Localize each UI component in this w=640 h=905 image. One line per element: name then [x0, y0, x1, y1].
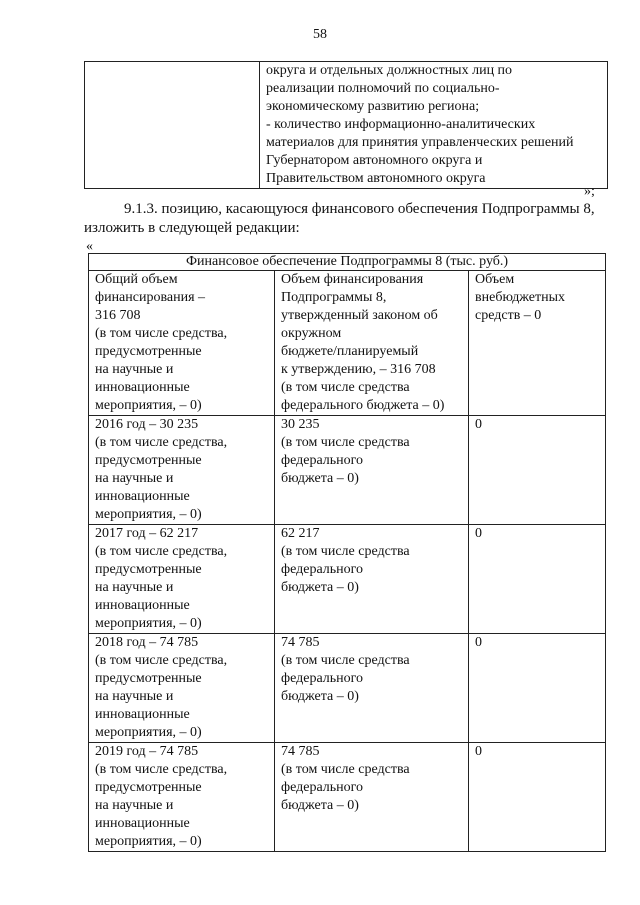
- table-cell: [89, 634, 275, 743]
- cell-line: предусмотренные: [95, 344, 202, 359]
- indicator-line: экономическому развитию региона;: [266, 99, 480, 114]
- indicator-line: реализации полномочий по социально-: [266, 81, 500, 96]
- indicator-line: округа и отдельных должностных лиц по: [266, 63, 513, 78]
- cell-line: Объем: [475, 272, 515, 287]
- cell-line: 0: [475, 635, 482, 650]
- table-cell: [469, 634, 606, 743]
- cell-line: мероприятия, – 0): [95, 507, 202, 522]
- paragraph-line: 9.1.3. позицию, касающуюся финансового обеспечения Подпрограммы 8,: [124, 201, 595, 217]
- table-cell: [469, 271, 606, 416]
- cell-line: мероприятия, – 0): [95, 725, 202, 740]
- cell-line: инновационные: [95, 707, 190, 722]
- cell-line: Общий объем: [95, 272, 178, 287]
- cell-line: федерального: [281, 671, 364, 686]
- table-row: [89, 634, 606, 743]
- table-cell: [469, 416, 606, 525]
- cell-line: 2017 год – 62 217: [95, 526, 199, 541]
- cell-line: на научные и: [95, 471, 174, 486]
- cell-line: мероприятия, – 0): [95, 834, 202, 849]
- continuation-table: [84, 61, 608, 189]
- cell-line: бюджета – 0): [281, 689, 359, 704]
- cell-line: федерального: [281, 780, 364, 795]
- indicator-line: - количество информационно-аналитических: [266, 117, 536, 132]
- table-row: [89, 416, 606, 525]
- finance-table: [88, 253, 606, 852]
- cell-line: 0: [475, 744, 482, 759]
- table-cell: [89, 525, 275, 634]
- cell-line: (в том числе средства: [281, 380, 410, 395]
- cell-line: бюджета – 0): [281, 471, 359, 486]
- cell-line: (в том числе средства: [281, 544, 410, 559]
- cell-line: к утверждению, – 316 708: [281, 362, 436, 377]
- cell-line: предусмотренные: [95, 671, 202, 686]
- cell-line: утвержденный законом об: [281, 308, 438, 323]
- table-row: [89, 743, 606, 852]
- cell-line: 62 217: [281, 526, 320, 541]
- cell-line: 2018 год – 74 785: [95, 635, 199, 650]
- cell-line: (в том числе средства: [281, 762, 410, 777]
- table-cell: [469, 525, 606, 634]
- table-cell-empty: [85, 62, 260, 189]
- cell-line: мероприятия, – 0): [95, 616, 202, 631]
- cell-line: 0: [475, 526, 482, 541]
- cell-line: средств – 0: [475, 308, 542, 323]
- cell-line: бюджета – 0): [281, 580, 359, 595]
- cell-line: на научные и: [95, 580, 174, 595]
- cell-line: бюджета – 0): [281, 798, 359, 813]
- cell-line: предусмотренные: [95, 453, 202, 468]
- table-cell: [89, 271, 275, 416]
- cell-line: финансирования –: [95, 290, 206, 305]
- cell-line: на научные и: [95, 798, 174, 813]
- table-cell: [275, 416, 469, 525]
- cell-line: инновационные: [95, 816, 190, 831]
- cell-line: Подпрограммы 8,: [281, 290, 387, 305]
- cell-line: инновационные: [95, 598, 190, 613]
- cell-line: внебюджетных: [475, 290, 566, 305]
- cell-line: инновационные: [95, 380, 190, 395]
- cell-line: 2016 год – 30 235: [95, 417, 199, 432]
- table-cell: [275, 743, 469, 852]
- table-cell: [89, 416, 275, 525]
- cell-line: 30 235: [281, 417, 320, 432]
- cell-line: 0: [475, 417, 482, 432]
- cell-line: федерального бюджета – 0): [281, 398, 445, 413]
- cell-line: 316 708: [95, 308, 141, 323]
- table-cell: [89, 743, 275, 852]
- opening-quote: «: [86, 239, 93, 254]
- table-cell: [275, 271, 469, 416]
- cell-line: 2019 год – 74 785: [95, 744, 199, 759]
- cell-line: предусмотренные: [95, 780, 202, 795]
- cell-line: на научные и: [95, 689, 174, 704]
- cell-line: окружном: [281, 326, 342, 341]
- indicator-line: Правительством автономного округа: [266, 171, 486, 186]
- indicator-line: материалов для принятия управленческих решений: [266, 135, 574, 150]
- cell-line: (в том числе средства,: [95, 762, 228, 777]
- page-number: 58: [313, 27, 327, 42]
- amendment-paragraph: [84, 200, 612, 238]
- closing-quote: »;: [584, 184, 595, 199]
- cell-line: на научные и: [95, 362, 174, 377]
- cell-line: 74 785: [281, 744, 320, 759]
- cell-line: федерального: [281, 562, 364, 577]
- table-cell: [275, 634, 469, 743]
- cell-line: бюджете/планируемый: [281, 344, 419, 359]
- cell-line: федерального: [281, 453, 364, 468]
- table-row: [85, 62, 608, 189]
- cell-line: (в том числе средства,: [95, 544, 228, 559]
- table-cell-indicators: [260, 62, 608, 189]
- table-cell: [469, 743, 606, 852]
- cell-line: мероприятия, – 0): [95, 398, 202, 413]
- indicator-line: Губернатором автономного округа и: [266, 153, 483, 168]
- table-row: [89, 271, 606, 416]
- cell-line: инновационные: [95, 489, 190, 504]
- cell-line: (в том числе средства: [281, 435, 410, 450]
- cell-line: (в том числе средства: [281, 653, 410, 668]
- paragraph-line: изложить в следующей редакции:: [84, 220, 300, 236]
- cell-line: 74 785: [281, 635, 320, 650]
- table-row: [89, 525, 606, 634]
- table-cell: [275, 525, 469, 634]
- table-header: Финансовое обеспечение Подпрограммы 8 (тыс. руб.): [89, 254, 606, 271]
- cell-line: предусмотренные: [95, 562, 202, 577]
- cell-line: Объем финансирования: [281, 272, 424, 287]
- cell-line: (в том числе средства,: [95, 326, 228, 341]
- cell-line: (в том числе средства,: [95, 653, 228, 668]
- table-header-row: [89, 254, 606, 271]
- cell-line: (в том числе средства,: [95, 435, 228, 450]
